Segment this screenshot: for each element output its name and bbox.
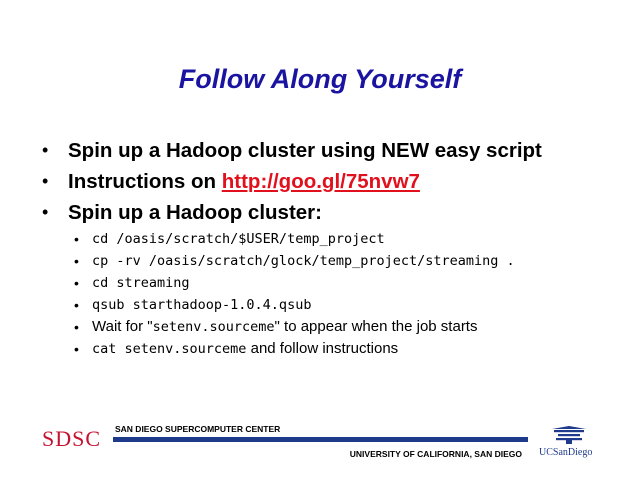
- sub-item-5: [42, 316, 622, 338]
- bullet-dot: •: [74, 319, 79, 335]
- bullet-dot: •: [74, 253, 79, 269]
- sub-item-3: [42, 272, 622, 294]
- command-text: cp -rv /oasis/scratch/glock/temp_project/streaming .: [92, 253, 515, 269]
- bullet-text: Instructions on: [68, 170, 222, 193]
- bullet-item-2: [42, 166, 622, 197]
- sub-text: " to appear when the job starts: [274, 318, 478, 335]
- bullet-item-1: [42, 135, 622, 166]
- sdsc-center-name: SAN DIEGO SUPERCOMPUTER CENTER: [115, 424, 281, 434]
- bullet-dot: •: [74, 231, 79, 247]
- bullet-item-3: [42, 197, 622, 228]
- sub-item-2: [42, 250, 622, 272]
- filename-code: setenv.sourceme: [152, 319, 275, 335]
- bullet-list: [42, 135, 622, 360]
- command-text: cd /oasis/scratch/$USER/temp_project: [92, 231, 385, 247]
- sdsc-logo: SDSC: [42, 426, 102, 451]
- footer-divider: [113, 437, 528, 442]
- command-text: cat setenv.sourceme: [92, 341, 247, 357]
- bullet-text: Spin up a Hadoop cluster using NEW easy script: [68, 139, 542, 162]
- instructions-link[interactable]: http://goo.gl/75nvw7: [221, 170, 420, 193]
- bullet-dot: •: [42, 140, 49, 160]
- bullet-dot: •: [42, 171, 49, 191]
- sub-text: Wait for ": [92, 318, 153, 335]
- ucsd-logo-text: UCSanDiego: [539, 447, 593, 458]
- bullet-dot: •: [74, 275, 79, 291]
- bullet-dot: •: [42, 202, 49, 222]
- command-text: cd streaming: [92, 275, 190, 291]
- slide-title: Follow Along Yourself: [178, 64, 462, 94]
- sub-item-6: [42, 338, 622, 360]
- sub-item-1: [42, 228, 622, 250]
- bullet-text: Spin up a Hadoop cluster:: [68, 201, 322, 224]
- command-text: qsub starthadoop-1.0.4.qsub: [92, 297, 312, 313]
- bullet-dot: •: [74, 297, 79, 313]
- university-name: UNIVERSITY OF CALIFORNIA, SAN DIEGO: [349, 449, 522, 459]
- sub-text: and follow instructions: [246, 340, 399, 357]
- bullet-dot: •: [74, 341, 79, 357]
- sub-item-4: [42, 294, 622, 316]
